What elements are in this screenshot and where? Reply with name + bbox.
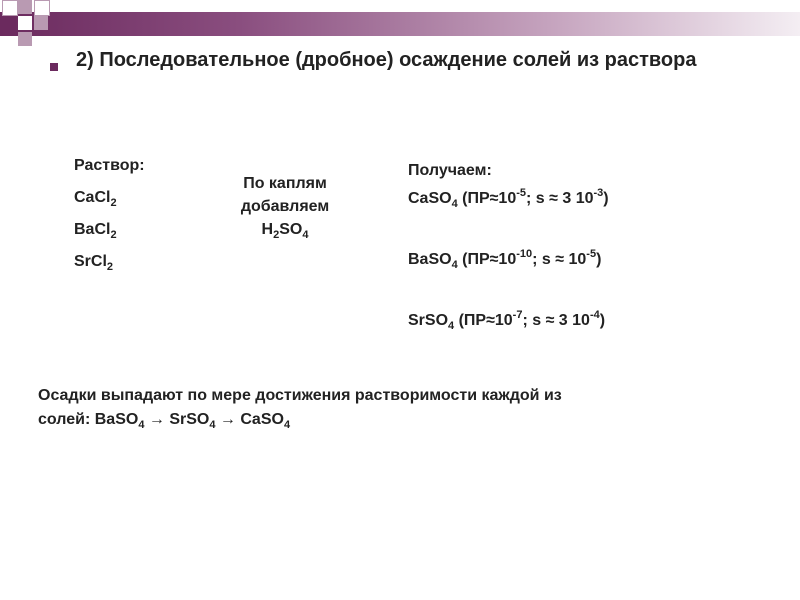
reagent-line: добавляем bbox=[240, 198, 330, 215]
decor-square bbox=[18, 16, 32, 30]
decor-square bbox=[2, 0, 18, 16]
conclusion-line: Осадки выпадают по мере достижения растворимости каждой из bbox=[38, 387, 562, 404]
decor-square bbox=[18, 0, 32, 14]
decor-square bbox=[34, 16, 48, 30]
solution-column bbox=[74, 155, 145, 283]
decor-square bbox=[2, 16, 16, 30]
results-column bbox=[408, 160, 609, 365]
decor-square bbox=[34, 0, 50, 16]
conclusion-text bbox=[38, 384, 738, 437]
reagent-line: По каплям bbox=[243, 175, 327, 192]
salt-item: BaCl$_2$ bbox=[74, 221, 117, 241]
title-decoration-bar bbox=[0, 12, 800, 36]
reagent-formula: $H_2SO_4$ bbox=[261, 221, 309, 241]
results-label: Получаем: bbox=[408, 162, 492, 179]
decor-square bbox=[18, 32, 32, 46]
slide-heading: 2) Последовательное (дробное) осаждение солей из раствора bbox=[76, 49, 697, 71]
solution-label: Раствор: bbox=[74, 157, 145, 174]
salt-item: CaCl$_2$ bbox=[74, 189, 117, 209]
result-row: BaSO$_4$ ($ПР\approx 10^{-10}$; $s \approx 10^{-5}$) bbox=[408, 248, 602, 271]
result-row: CaSO$_4$ ($ПР\approx 10^{-5}$; s ≈ 3 $10^{-3}$) bbox=[408, 187, 609, 210]
salt-item: SrCl$_2$ bbox=[74, 253, 114, 273]
result-row: SrSO$_4$ ($ПР\approx 10^{-7}$; s ≈ 3 $10^{-4}$) bbox=[408, 309, 606, 332]
bullet-square-icon bbox=[50, 63, 58, 71]
conclusion-line: солей: BaSO$_4$ → SrSO$_4$ → CaSO$_4$ bbox=[38, 411, 291, 431]
reagent-column bbox=[222, 172, 348, 247]
